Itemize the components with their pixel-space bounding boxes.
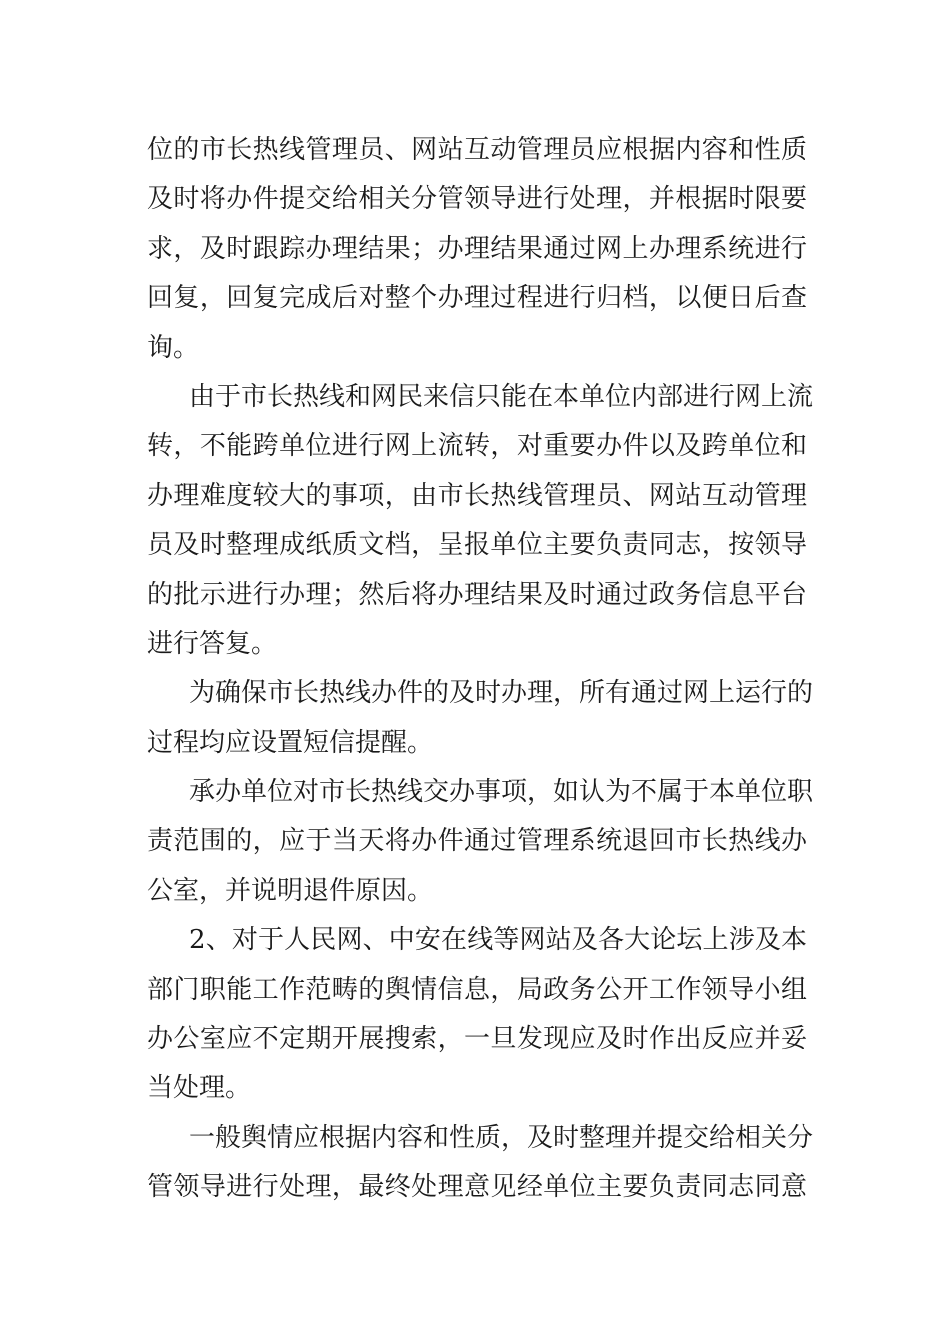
text-line: 及时将办件提交给相关分管领导进行处理，并根据时限要: [147, 184, 807, 215]
text-line: 部门职能工作范畴的舆情信息，局政务公开工作领导小组: [147, 974, 807, 1005]
text-line: 管领导进行处理，最终处理意见经单位主要负责同志同意: [147, 1172, 807, 1203]
text-line: 转，不能跨单位进行网上流转，对重要办件以及跨单位和: [147, 431, 807, 462]
text-line: 办理难度较大的事项，由市长热线管理员、网站互动管理: [147, 480, 807, 511]
text-line: 公室，并说明退件原因。: [147, 875, 434, 906]
text-line: 进行答复。: [147, 628, 278, 659]
text-line: 为确保市长热线办件的及时办理，所有通过网上运行的: [189, 678, 814, 709]
text-line: 由于市长热线和网民来信只能在本单位内部进行网上流: [189, 381, 814, 412]
text-line: 求，及时跟踪办理结果；办理结果通过网上办理系统进行: [147, 233, 807, 264]
text-line: 责范围的，应于当天将办件通过管理系统退回市长热线办: [147, 826, 807, 857]
document-body: [147, 126, 814, 1213]
text-line: 过程均应设置短信提醒。: [147, 727, 434, 758]
text-line: 2、对于人民网、中安在线等网站及各大论坛上涉及本: [189, 925, 807, 956]
text-line: 一般舆情应根据内容和性质，及时整理并提交给相关分: [189, 1122, 814, 1153]
text-line: 位的市长热线管理员、网站互动管理员应根据内容和性质: [147, 135, 807, 165]
text-line: 询。: [147, 332, 200, 363]
text-line: 回复，回复完成后对整个办理过程进行归档，以便日后查: [147, 283, 807, 314]
text-line: 员及时整理成纸质文档，呈报单位主要负责同志，按领导: [147, 530, 807, 561]
text-line: 承办单位对市长热线交办事项，如认为不属于本单位职: [189, 777, 814, 808]
text-line: 当处理。: [147, 1073, 252, 1104]
text-line: 的批示进行办理；然后将办理结果及时通过政务信息平台: [147, 579, 807, 610]
text-line: 办公室应不定期开展搜索，一旦发现应及时作出反应并妥: [147, 1024, 807, 1055]
